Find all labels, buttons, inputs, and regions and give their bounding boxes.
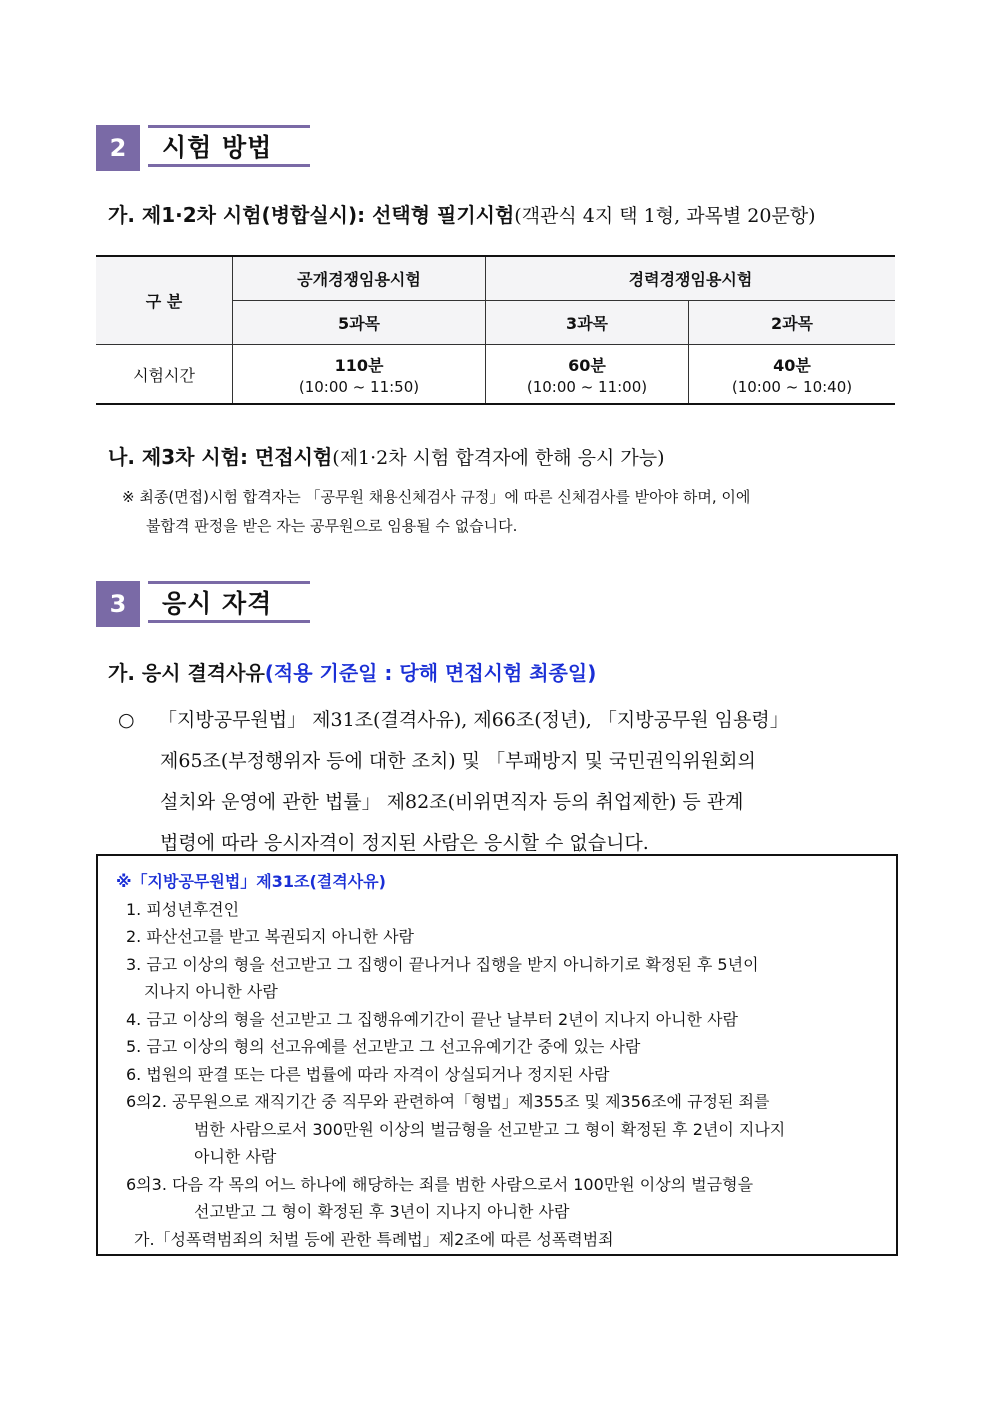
list-item: 6. 법원의 판결 또는 다른 법률에 따라 자격이 상실되거나 정지된 사람 [126,1064,610,1084]
list-item-continuation: 아니한 사람 [194,1147,277,1166]
table-subheader-2: 2과목 [689,301,896,345]
table-row-label: 시험시간 [96,345,233,405]
list-item: 6의3. 다음 각 목의 어느 하나에 해당하는 죄를 범한 사람으로서 100만원 이상의 벌금형을 [126,1174,754,1194]
paragraph-line: 설치와 운영에 관한 법률」 제82조(비위면직자 등의 취업제한) 등 관계 [160,791,744,813]
table-header-public: 공개경쟁임용시험 [233,256,486,301]
list-item: 1. 피성년후견인 [126,899,240,919]
cell-duration: 110분 [334,355,384,375]
section-3-header [96,581,310,627]
list-item: 4. 금고 이상의 형을 선고받고 그 집행유예기간이 끝난 날부터 2년이 지나지 아니한 사람 [126,1009,738,1029]
subheading-bold: 나. 제3차 시험: 면접시험 [108,445,333,469]
table-subheader-3: 3과목 [486,301,689,345]
cell-duration: 60분 [568,355,606,375]
list-item-continuation: 지나지 아니한 사람 [144,982,278,1001]
paragraph-line: 법령에 따라 응시자격이 정지된 사람은 응시할 수 없습니다. [160,832,649,854]
subheading-rest: (제1·2차 시험 합격자에 한해 응시 가능) [332,447,665,469]
table-cell [689,345,896,405]
list-item-continuation: 선고받고 그 형이 확정된 후 3년이 지나지 아니한 사람 [194,1202,570,1221]
cell-time: (10:00 ~ 11:00) [526,377,648,396]
section-title: 응시 자격 [148,581,310,623]
paragraph-line: 제65조(부정행위자 등에 대한 조치) 및 「부패방지 및 국민권익위원회의 [160,750,756,772]
section-2-header [96,125,310,171]
list-item: 6의2. 공무원으로 재직기간 중 직무와 관련하여「형법」제355조 및 제356조에 규정된 죄를 [126,1092,770,1111]
subheading-blue: (적용 기준일 : 당해 면접시험 최종일) [264,661,597,685]
subheading-rest: (객관식 4지 택 1형, 과목별 20문항) [514,205,816,227]
cell-time: (10:00 ~ 11:50) [298,377,420,396]
note-line: 불합격 판정을 받은 자는 공무원으로 임용될 수 없습니다. [146,517,518,535]
section-number: 2 [96,125,140,171]
cell-duration: 40분 [773,355,811,375]
disqualification-paragraph [118,700,898,864]
note-line: ※ 최종(면접)시험 합격자는 「공무원 채용신체검사 규정」에 따른 신체검사를 받아야 하며, 이에 [122,488,751,506]
table-header-career: 경력경쟁임용시험 [486,256,896,301]
table-subheader-5: 5과목 [233,301,486,345]
cell-time: (10:00 ~ 10:40) [731,377,853,396]
subheading-bold: 가. 제1·2차 시험(병합실시): 선택형 필기시험 [108,203,515,227]
table-cell [233,345,486,405]
exam-schedule-table [96,255,895,405]
list-item-continuation: 범한 사람으로서 300만원 이상의 벌금형을 선고받고 그 형이 확정된 후 2년이 지나지 [194,1119,786,1139]
interview-note [122,483,897,541]
list-subitem: 가.「성폭력범죄의 처벌 등에 관한 특례법」제2조에 따른 성폭력범죄 [134,1229,614,1249]
table-header-category: 구 분 [96,256,233,345]
subheading-written-exam [108,199,816,228]
section-title: 시험 방법 [148,125,310,167]
subheading-interview [108,441,664,470]
paragraph-line: 「지방공무원법」 제31조(결격사유), 제66조(정년), 「지방공무원 임용령」 [158,709,789,731]
subheading-bold: 가. 응시 결격사유 [108,661,265,685]
box-heading: ※「지방공무원법」제31조(결격사유) [116,872,386,891]
section-number: 3 [96,581,140,627]
subheading-disqualification [108,657,596,686]
list-item: 3. 금고 이상의 형을 선고받고 그 집행이 끝나거나 집행을 받지 아니하기로 확정된 후 5년이 [126,954,759,974]
circle-bullet: ○ [118,709,135,731]
article-31-box [96,854,898,1256]
list-item: 2. 파산선고를 받고 복권되지 아니한 사람 [126,927,414,946]
list-item: 5. 금고 이상의 형의 선고유예를 선고받고 그 선고유예기간 중에 있는 사람 [126,1037,641,1056]
table-cell [486,345,689,405]
